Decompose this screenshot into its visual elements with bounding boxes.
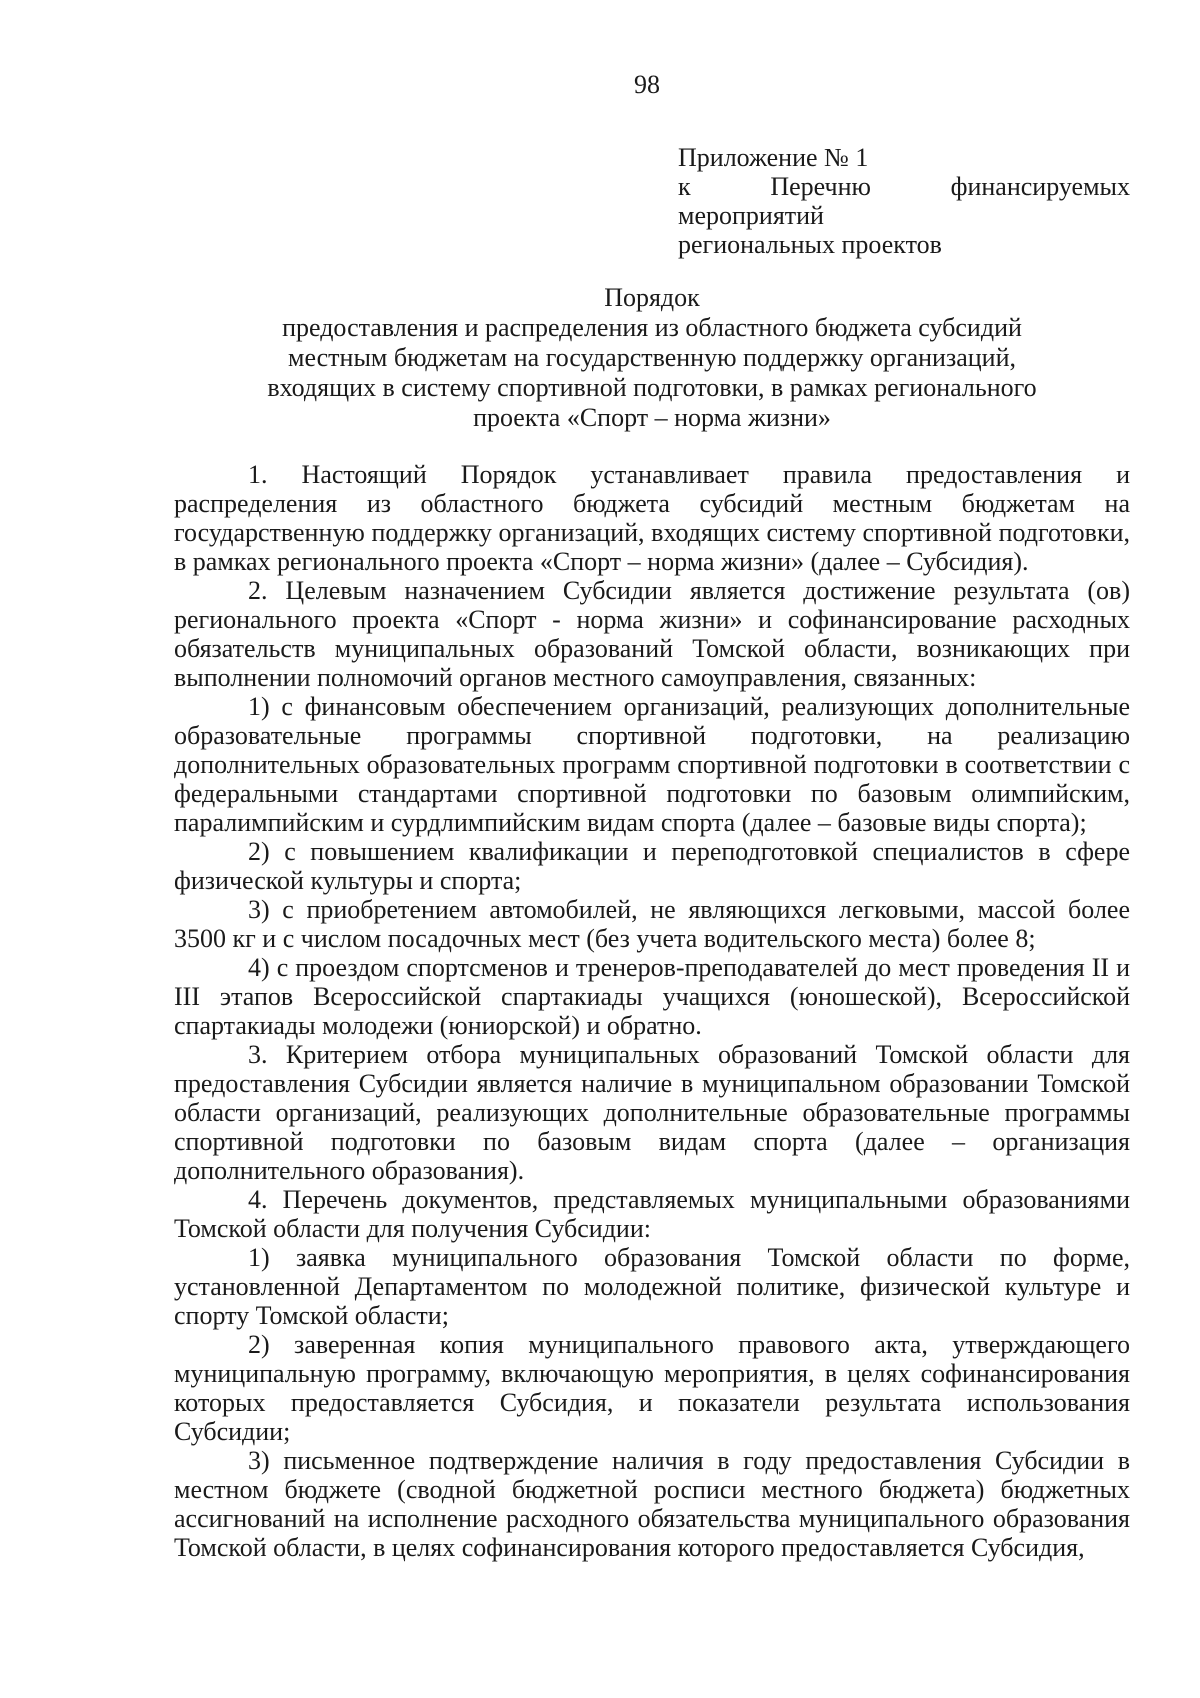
paragraph-3: 3. Критерием отбора муниципальных образований Томской области для предоставления Субсидии является наличие в муниципальном образовании Томской области организаций, реализующих дополнительные образовательные программы спортивной подготовки по базовым видам спорта (далее – организация дополнительного образования). [174,1040,1130,1185]
subitem-4-3: 3) письменное подтверждение наличия в году предоставления Субсидии в местном бюджете (сводной бюджетной росписи местного бюджета) бюджетных ассигнований на исполнение расходного обязательства муниципального образования Томской области, в целях софинансирования которого предоставляется Субсидия, [174,1446,1130,1562]
title-line: проекта «Спорт – норма жизни» [473,403,831,432]
paragraph-2: 2. Целевым назначением Субсидии является достижение результата (ов) регионального проекта «Спорт - норма жизни» и софинансирование расходных обязательств муниципальных образований Томской области, возникающих при выполнении полномочий органов местного самоуправления, связанных: [174,576,1130,692]
document-title [174,283,1130,433]
subitem-2-1: 1) с финансовым обеспечением организаций, реализующих дополнительные образовательные программы спортивной подготовки, на реализацию дополнительных образовательных программ спортивной подготовки в соответствии с федеральными стандартами спортивной подготовки по базовым олимпийским, паралимпийским и сурдлимпийским видам спорта (далее – базовые виды спорта); [174,692,1130,837]
subitem-2-4: 4) с проездом спортсменов и тренеров-преподавателей до мест проведения II и III этапов Всероссийской спартакиады учащихся (юношеской), Всероссийской спартакиады молодежи (юниорской) и обратно. [174,953,1130,1040]
paragraph-1: 1. Настоящий Порядок устанавливает правила предоставления и распределения из областного бюджета субсидий местным бюджетам на государственную поддержку организаций, входящих систему спортивной подготовки, в рамках регионального проекта «Спорт – норма жизни» (далее – Субсидия). [174,460,1130,576]
appendix-header [678,143,1130,259]
title-line: предоставления и распределения из областного бюджета субсидий [282,313,1022,342]
subitem-4-1: 1) заявка муниципального образования Томской области по форме, установленной Департаментом по молодежной политике, физической культуре и спорту Томской области; [174,1243,1130,1330]
paragraph-4: 4. Перечень документов, представляемых муниципальными образованиями Томской области для получения Субсидии: [174,1185,1130,1243]
document-body [174,460,1130,1562]
title-line: входящих в систему спортивной подготовки, в рамках регионального [267,373,1037,402]
appendix-reference-cont: региональных проектов [678,230,942,259]
subitem-4-2: 2) заверенная копия муниципального правового акта, утверждающего муниципальную программу, включающую мероприятия, в целях софинансирования которых предоставляется Субсидия, и показатели результата использования Субсидии; [174,1330,1130,1446]
appendix-reference: к Перечню финансируемых мероприятий [678,172,1130,230]
page-number: 98 [634,70,660,99]
title-heading: Порядок [604,283,700,312]
appendix-title: Приложение № 1 [678,143,869,172]
subitem-2-3: 3) с приобретением автомобилей, не являющихся легковыми, массой более 3500 кг и с числом посадочных мест (без учета водительского места) более 8; [174,895,1130,953]
title-line: местным бюджетам на государственную поддержку организаций, [287,343,1016,372]
subitem-2-2: 2) с повышением квалификации и переподготовкой специалистов в сфере физической культуры и спорта; [174,837,1130,895]
